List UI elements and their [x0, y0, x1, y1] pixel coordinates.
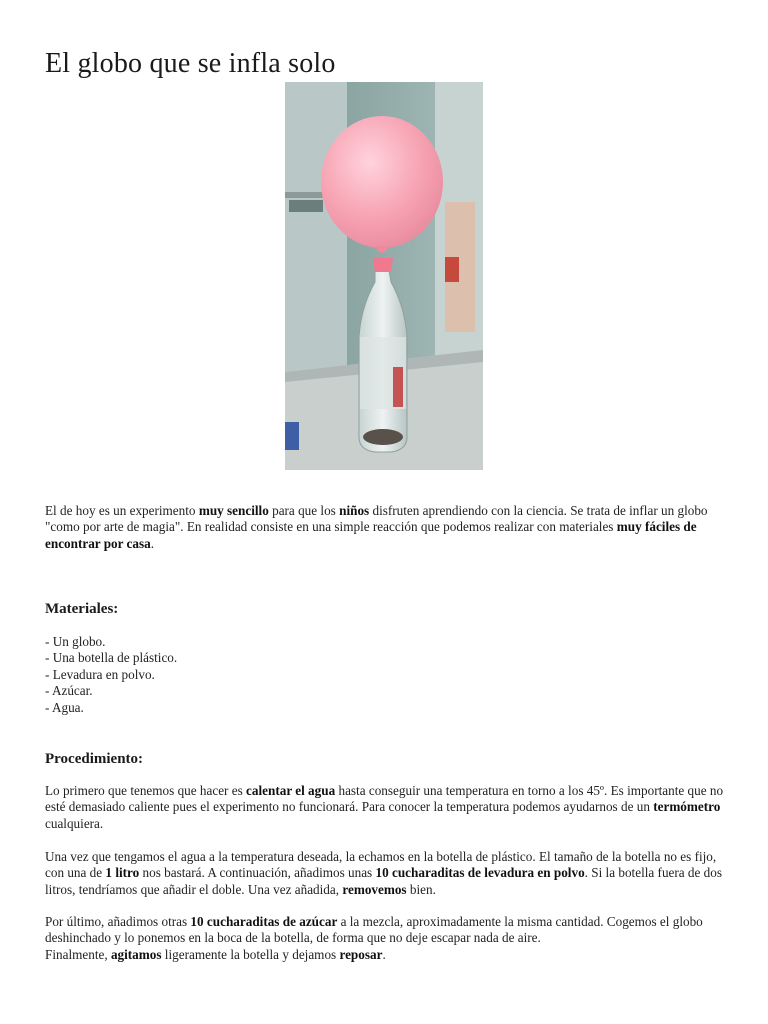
bold-text: niños: [339, 503, 370, 518]
bold-text: 10 cucharaditas de azúcar: [190, 914, 338, 929]
procedure-paragraph-1: Lo primero que tenemos que hacer es calentar el agua hasta conseguir una temperatura en torno a los 45º. Es importante que no esté demasiado caliente pues el experimento no funcionará. Para conocer la temperatura podemos ayudarnos de un termómetro cualquiera.: [45, 783, 724, 831]
list-item: - Una botella de plástico.: [45, 650, 178, 666]
bold-text: removemos: [342, 881, 407, 897]
list-item: - Levadura en polvo.: [45, 666, 155, 682]
list-item: - Agua.: [45, 699, 84, 715]
bold-text: termómetro: [653, 799, 721, 815]
bold-text: agitamos: [110, 946, 162, 962]
materials-list: [45, 634, 725, 716]
bold-text: muy fáciles de encontrar por casa: [45, 519, 697, 551]
procedure-paragraph-2: Una vez que tengamos el agua a la temperatura deseada, la echamos en la botella de plástico. El tamaño de la botella no es fijo, con una de 1 litro nos bastará. A continuación, añadimos unas 10 cucharaditas de levadura en polvo. Si la botella fuera de dos litros, tendríamos que añadir el doble. Una vez añadida, removemos bien.: [45, 849, 723, 897]
list-item: - Un globo.: [45, 634, 106, 649]
bold-text: muy sencillo: [198, 503, 269, 518]
intro-paragraph: El de hoy es un experimento muy sencillo para que los niños disfruten aprendiendo con la ciencia. Se trata de inflar un globo "como por arte de magia". En realidad consiste en una simple reacción que podemos realizar con materiales muy fáciles de encontrar por casa.: [45, 503, 708, 551]
procedure-heading: Procedimiento:: [45, 751, 144, 767]
materials-heading: Materiales:: [45, 601, 119, 617]
procedure-paragraph-3: Por último, añadimos otras 10 cucharaditas de azúcar a la mezcla, aproximadamente la misma cantidad. Cogemos el globo deshinchado y lo ponemos en la boca de la botella, de forma que no deje escapar nada de aire. Finalmente, agitamos ligeramente la botella y dejamos reposar.: [45, 914, 703, 962]
balloon-on-bottle-photo: [285, 82, 483, 470]
bold-text: 10 cucharaditas de levadura en polvo: [375, 865, 585, 881]
bold-text: calentar el agua: [246, 783, 336, 798]
bold-text: 1 litro: [105, 865, 140, 881]
list-item: - Azúcar.: [45, 683, 93, 699]
bold-text: reposar: [339, 946, 383, 962]
page-title: El globo que se infla solo: [45, 48, 336, 79]
